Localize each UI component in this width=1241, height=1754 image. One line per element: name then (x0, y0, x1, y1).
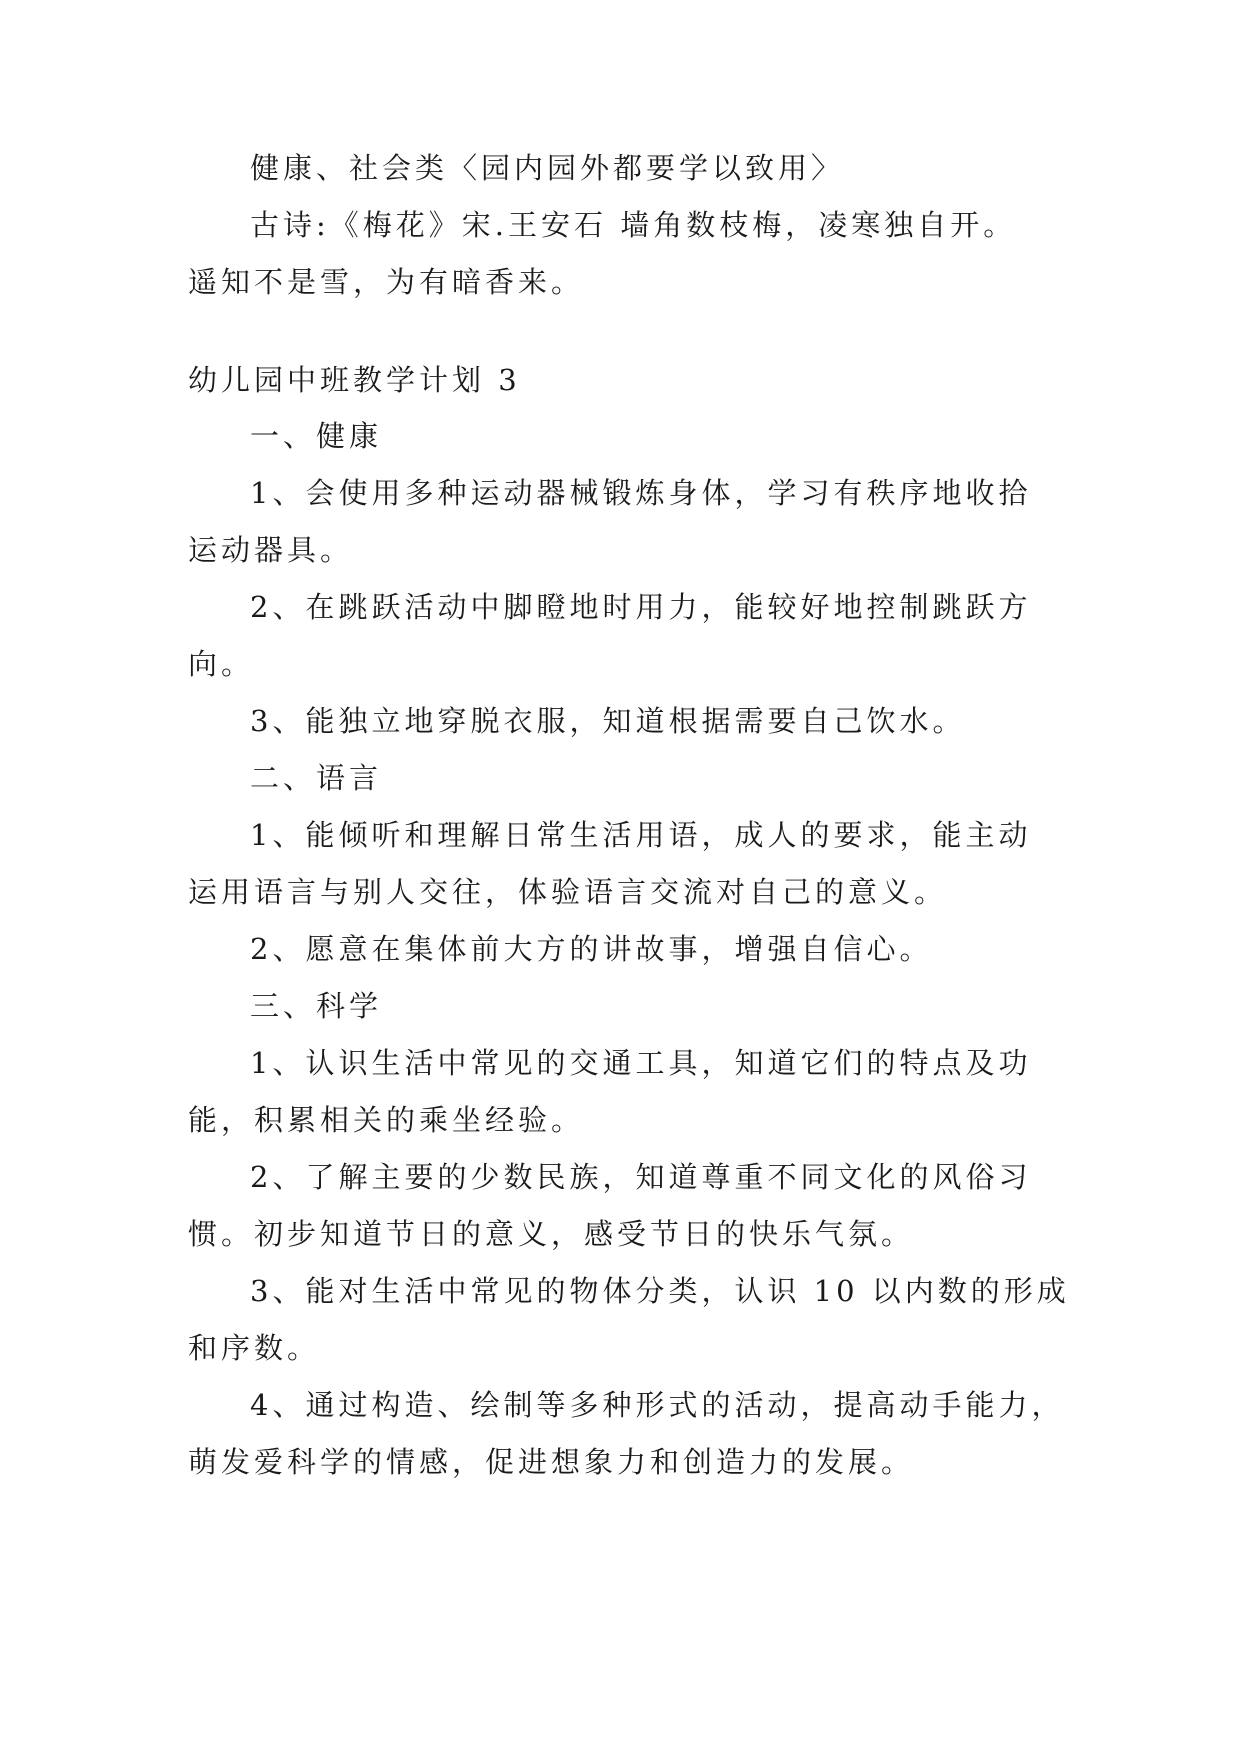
language-item-1-line-1: 1、能倾听和理解日常生活用语，成人的要求，能主动 (250, 818, 1032, 852)
science-item-2-line-1: 2、了解主要的少数民族，知道尊重不同文化的风俗习 (250, 1160, 1032, 1194)
health-item-1-line-2: 运动器具。 (188, 533, 354, 567)
health-item-2-line-2: 向。 (188, 647, 255, 681)
heading-health: 一、健康 (250, 419, 383, 453)
heading-science: 三、科学 (250, 989, 383, 1023)
science-item-4-line-1: 4、通过构造、绘制等多种形式的活动，提高动手能力， (250, 1388, 1065, 1422)
poem-line-2: 遥知不是雪，为有暗香来。 (188, 265, 585, 299)
science-item-1-line-2: 能，积累相关的乘坐经验。 (188, 1103, 585, 1137)
language-item-1-line-2: 运用语言与别人交往，体验语言交流对自己的意义。 (188, 875, 948, 909)
science-item-3-line-2: 和序数。 (188, 1331, 321, 1365)
health-item-3: 3、能独立地穿脱衣服，知道根据需要自己饮水。 (250, 704, 966, 738)
heading-language: 二、语言 (250, 761, 383, 795)
science-item-1-line-1: 1、认识生活中常见的交通工具，知道它们的特点及功 (250, 1046, 1032, 1080)
poem-line-1: 古诗:《梅花》宋.王安石 墙角数枝梅，凌寒独自开。 (250, 208, 1017, 242)
paragraph-health-social: 健康、社会类〈园内园外都要学以致用〉 (250, 151, 845, 185)
science-item-4-line-2: 萌发爱科学的情感，促进想象力和创造力的发展。 (188, 1445, 915, 1479)
health-item-2-line-1: 2、在跳跃活动中脚瞪地时用力，能较好地控制跳跃方 (250, 590, 1032, 624)
health-item-1-line-1: 1、会使用多种运动器械锻炼身体，学习有秩序地收拾 (250, 476, 1032, 510)
language-item-2: 2、愿意在集体前大方的讲故事，增强自信心。 (250, 932, 933, 966)
section-title: 幼儿园中班教学计划 3 (188, 363, 521, 397)
science-item-3-line-1: 3、能对生活中常见的物体分类，认识 10 以内数的形成 (250, 1274, 1070, 1308)
science-item-2-line-2: 惯。初步知道节日的意义，感受节日的快乐气氛。 (188, 1217, 915, 1251)
